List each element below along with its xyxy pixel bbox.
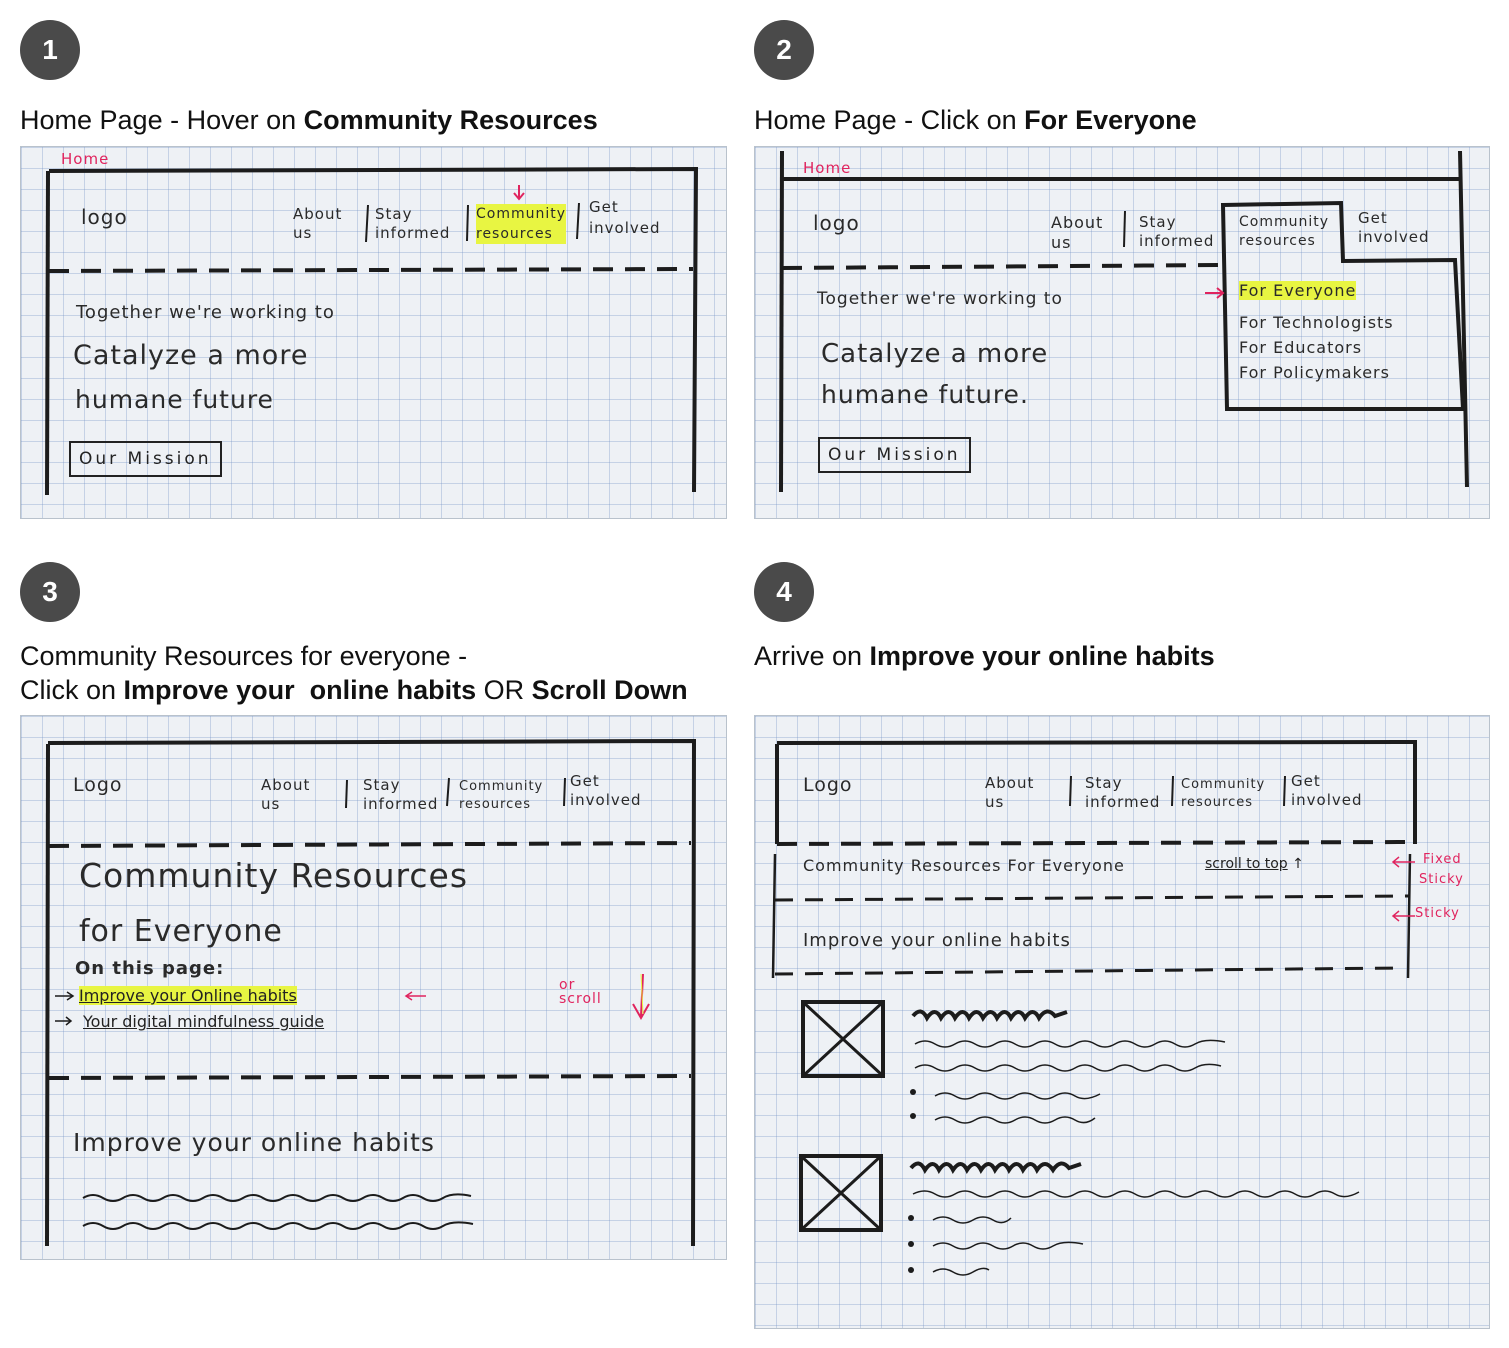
nav-community[interactable] [1181,776,1265,812]
scroll-to-top-label: scroll to top [1205,856,1288,872]
nav-get[interactable] [589,197,661,239]
caption-bold: For Everyone [1024,105,1197,135]
nav-community-open[interactable] [1239,213,1329,251]
sticky-bar-title: Community Resources For Everyone [803,856,1125,875]
nav-about[interactable] [985,774,1034,812]
nav-get[interactable] [1291,772,1363,810]
nav-get-l2: involved [1358,228,1430,246]
section-title-improve: Improve your online habits [73,1128,435,1157]
hero-line-3: humane future [75,385,274,414]
nav-stay-l1: Stay [1139,213,1177,231]
nav-get-l2: involved [1291,791,1363,809]
nav-logo[interactable]: logo [81,205,128,229]
caption-text: Arrive on [754,641,870,671]
step-number: 4 [776,576,792,607]
sketch-home-dropdown [754,146,1490,519]
caption-bold: Improve your online habits [869,641,1215,671]
step-number: 3 [42,576,58,607]
up-arrow-icon: ↑ [1292,856,1304,872]
nav-get-l1: Get [1291,772,1321,790]
nav-about-l2: us [1051,233,1072,252]
hero-line-1: Together we're working to [76,302,335,323]
sketch-arrive-habits [754,715,1490,1329]
on-this-page-label: On this page: [75,958,225,979]
nav-stay-l1: Stay [1085,774,1123,792]
hero-line-1: Together we're working to [817,289,1063,309]
page-label-home: Home [61,150,110,168]
nav-stay[interactable] [363,776,438,814]
sketch-community-resources [20,715,727,1260]
nav-community-l1: Community [1181,777,1266,792]
caption-line-1: Community Resources for everyone - [20,641,468,671]
dropdown-item-technologists[interactable]: For Technologists [1239,313,1394,332]
nav-about-l2: us [293,224,313,242]
step-3-caption [20,639,688,707]
note-fixed: Fixed [1423,852,1462,867]
nav-community-l1: Community [459,779,544,794]
step-2-caption [754,103,1197,137]
dropdown-item-educators[interactable]: For Educators [1239,338,1363,357]
step-1-caption [20,103,598,137]
caption-text: Home Page - Hover on [20,105,304,135]
nav-stay[interactable] [1139,213,1214,251]
step-number: 2 [776,34,792,65]
resources-title-line-2: for Everyone [79,914,283,949]
nav-stay-l2: informed [1085,793,1161,811]
dropdown-item-policymakers[interactable]: For Policymakers [1239,363,1390,382]
nav-stay-l1: Stay [363,776,401,794]
nav-about-l1: About [985,774,1035,792]
caption-text: Home Page - Click on [754,105,1025,135]
nav-about-l1: About [1051,213,1104,232]
nav-logo[interactable]: Logo [803,774,853,796]
nav-community-l2: resources [459,797,532,812]
caption-line-2 [20,673,688,707]
nav-stay-l2: informed [375,224,451,242]
step-2-badge [754,20,814,80]
caption-mid: OR [476,675,532,705]
dropdown-menu [1239,281,1394,382]
hero-line-2: Catalyze a more [73,340,309,371]
step-3-badge [20,562,80,622]
caption-bold: Improve your online habits [123,675,477,705]
nav-stay[interactable] [375,205,450,243]
nav-logo[interactable]: logo [813,211,860,235]
nav-stay-l2: informed [363,795,439,813]
nav-stay-l2: informed [1139,232,1215,250]
nav-about[interactable] [1051,213,1103,253]
our-mission-button[interactable]: Our Mission [69,441,222,477]
nav-get-l1: Get [570,772,600,790]
nav-community-hover[interactable] [476,204,566,244]
step-1-badge [20,20,80,80]
caption-text: Click on [20,675,124,705]
nav-logo[interactable]: Logo [73,774,123,796]
caption-bold: Community Resources [303,105,598,135]
nav-about-l1: About [261,776,311,794]
nav-about-l2: us [261,795,281,813]
nav-about-l1: About [293,205,343,223]
nav-get-l1: Get [589,198,619,216]
nav-get-l2: involved [570,791,642,809]
scroll-to-top-link[interactable] [1205,856,1304,872]
resources-title-line-1: Community Resources [79,856,469,895]
nav-about[interactable] [293,205,342,243]
our-mission-button[interactable]: Our Mission [818,437,971,473]
note-sticky: Sticky [1419,872,1464,887]
step-4-badge [754,562,814,622]
page-label-home: Home [803,159,852,177]
sketch-home-hover [20,146,727,519]
caption-bold-2: Scroll Down [531,675,688,705]
hero-line-3: humane future. [821,380,1029,409]
nav-stay[interactable] [1085,774,1160,812]
nav-community-l1: Community [1239,214,1330,230]
step-4-caption [754,639,1215,673]
nav-community-l2: resources [476,224,566,244]
scroll-note: or scroll [559,977,602,1007]
hero-line-2: Catalyze a more [821,339,1049,369]
nav-community[interactable] [459,778,543,814]
nav-get-l1: Get [1358,209,1388,227]
note-sticky-2: Sticky [1415,906,1460,921]
link-digital-mindfulness[interactable]: Your digital mindfulness guide [83,1012,325,1031]
nav-about[interactable] [261,776,310,814]
nav-community-l2: resources [1181,795,1254,810]
dropdown-item-everyone[interactable]: For Everyone [1239,281,1357,300]
section-title-improve: Improve your online habits [803,930,1071,951]
nav-stay-l1: Stay [375,205,413,223]
nav-about-l2: us [985,793,1005,811]
step-number: 1 [42,34,58,65]
link-improve-habits[interactable]: Improve your Online habits [79,986,297,1005]
nav-community-l2: resources [1239,233,1316,249]
nav-get[interactable] [1358,209,1430,247]
nav-get-l2: involved [589,219,661,237]
nav-community-l1: Community [476,206,567,222]
nav-get[interactable] [570,772,642,810]
